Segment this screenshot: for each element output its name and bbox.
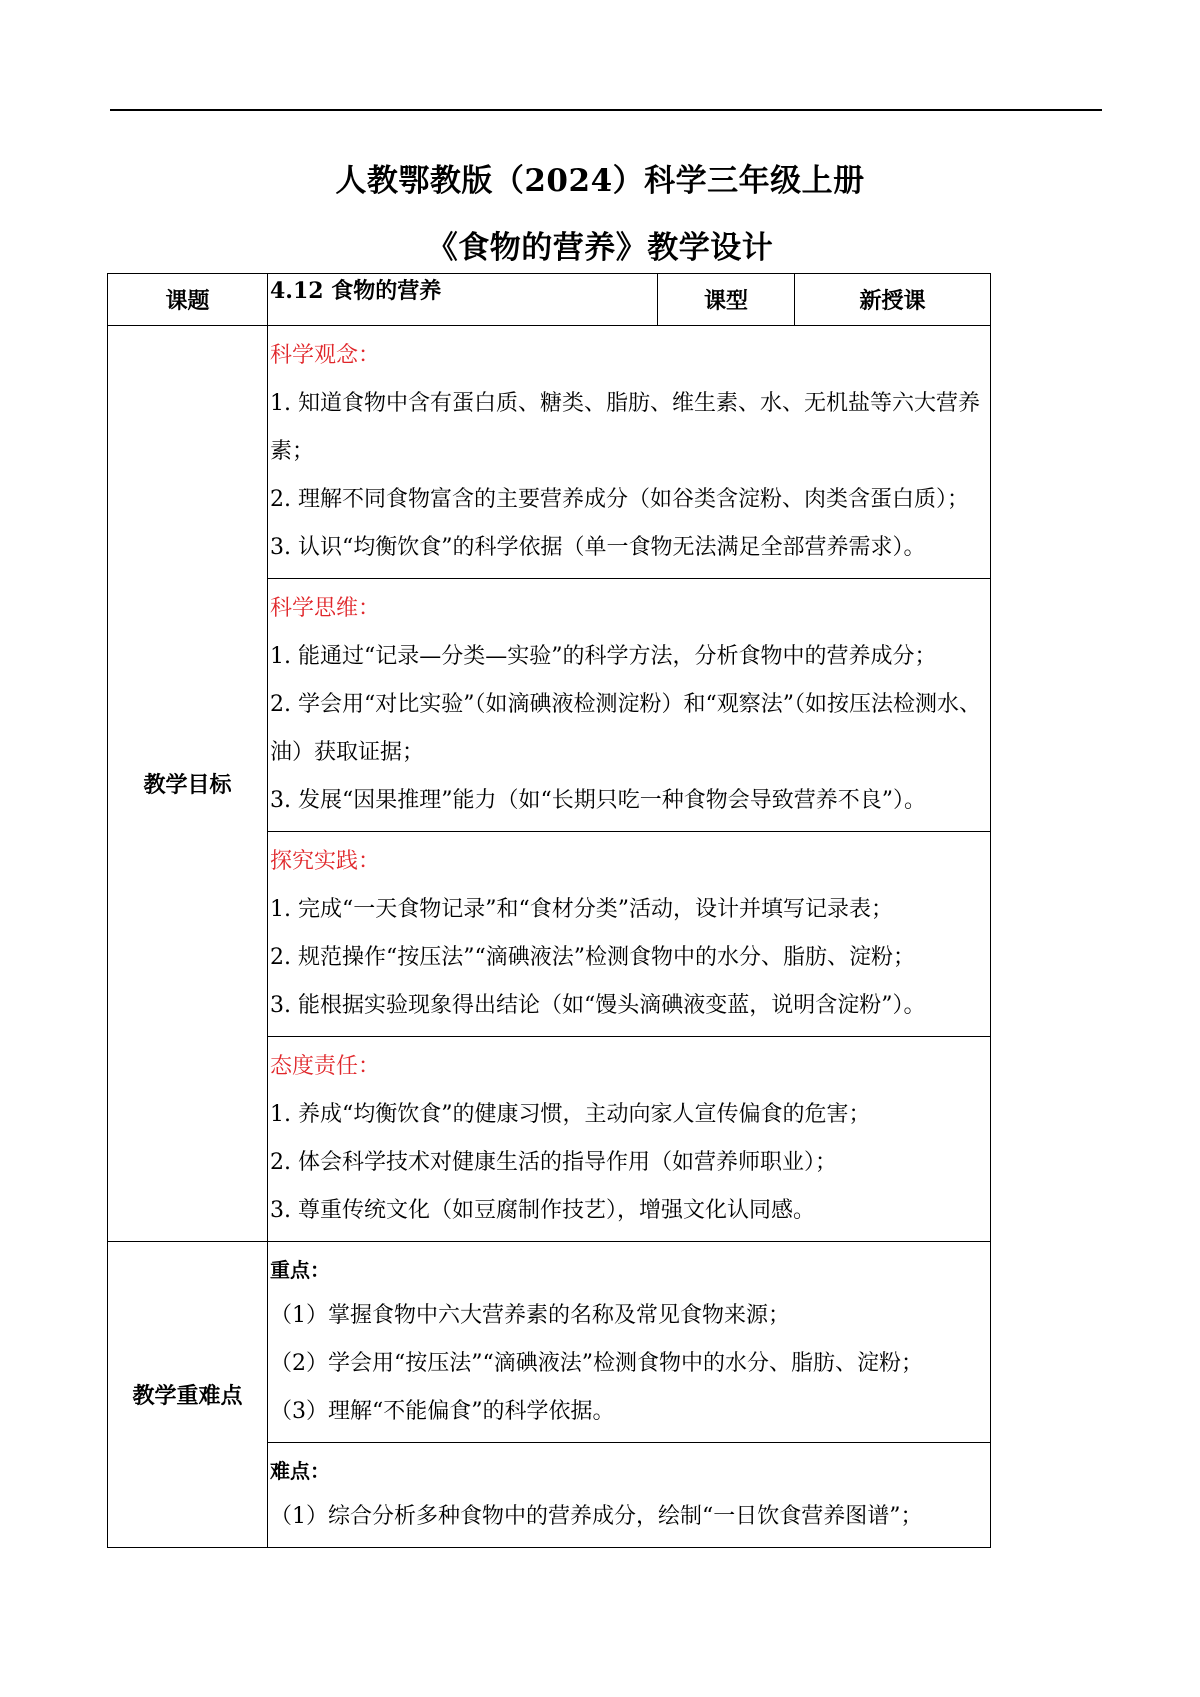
objective-item: 3. 能根据实验现象得出结论（如“馒头滴碘液变蓝，说明含淀粉”）。 <box>270 993 926 1018</box>
type-value: 新授课 <box>795 274 991 326</box>
type-label: 课型 <box>658 274 795 326</box>
difficult-points-section <box>268 1443 991 1548</box>
objective-section <box>268 326 991 579</box>
objectives-label: 教学目标 <box>108 326 268 1242</box>
keypoints-row-1 <box>108 1242 991 1443</box>
objective-section <box>268 1037 991 1242</box>
objective-item: 2. 学会用“对比实验”（如滴碘液检测淀粉）和“观察法”（如按压法检测水、油）获取证据； <box>270 692 981 765</box>
difficult-heading: 难点： <box>270 1459 330 1483</box>
doc-title: 人教鄂教版（2024）科学三年级上册 <box>335 163 865 199</box>
difficult-item: （1）综合分析多种食物中的营养成分，绘制“一日饮食营养图谱”； <box>270 1504 923 1529</box>
objective-item: 2. 体会科学技术对健康生活的指导作用（如营养师职业）； <box>270 1150 837 1175</box>
topic-row <box>108 274 991 326</box>
key-heading: 重点： <box>270 1258 330 1282</box>
section-heading: 态度责任： <box>270 1054 381 1079</box>
lesson-plan-table <box>107 273 991 1548</box>
objective-item: 2. 规范操作“按压法”“滴碘液法”检测食物中的水分、脂肪、淀粉； <box>270 945 915 970</box>
objective-item: 2. 理解不同食物富含的主要营养成分（如谷类含淀粉、肉类含蛋白质）； <box>270 487 969 512</box>
objective-item: 1. 养成“均衡饮食”的健康习惯，主动向家人宣传偏食的危害； <box>270 1102 871 1127</box>
key-points-section <box>268 1242 991 1443</box>
keypoints-label: 教学重难点 <box>108 1242 268 1548</box>
objectives-row-1 <box>108 326 991 579</box>
key-item: （1）掌握食物中六大营养素的名称及常见食物来源； <box>270 1303 790 1328</box>
doc-subtitle: 《食物的营养》教学设计 <box>426 230 774 266</box>
objective-item: 3. 认识“均衡饮食”的科学依据（单一食物无法满足全部营养需求）。 <box>270 535 926 560</box>
header-rule <box>110 109 1102 111</box>
objective-section <box>268 579 991 832</box>
objective-item: 1. 完成“一天食物记录”和“食材分类”活动，设计并填写记录表； <box>270 897 893 922</box>
topic-label: 课题 <box>108 274 268 326</box>
section-heading: 科学观念： <box>270 343 381 368</box>
section-heading: 科学思维： <box>270 596 381 621</box>
section-heading: 探究实践： <box>270 849 381 874</box>
objective-item: 1. 知道食物中含有蛋白质、糖类、脂肪、维生素、水、无机盐等六大营养素； <box>270 391 980 464</box>
key-item: （3）理解“不能偏食”的科学依据。 <box>270 1399 615 1424</box>
objective-section <box>268 832 991 1037</box>
objective-item: 3. 发展“因果推理”能力（如“长期只吃一种食物会导致营养不良”）。 <box>270 788 926 813</box>
objective-item: 3. 尊重传统文化（如豆腐制作技艺），增强文化认同感。 <box>270 1198 815 1223</box>
objective-item: 1. 能通过“记录—分类—实验”的科学方法，分析食物中的营养成分； <box>270 644 937 669</box>
key-item: （2）学会用“按压法”“滴碘液法”检测食物中的水分、脂肪、淀粉； <box>270 1351 923 1376</box>
topic-value: 4.12 食物的营养 <box>268 274 658 326</box>
